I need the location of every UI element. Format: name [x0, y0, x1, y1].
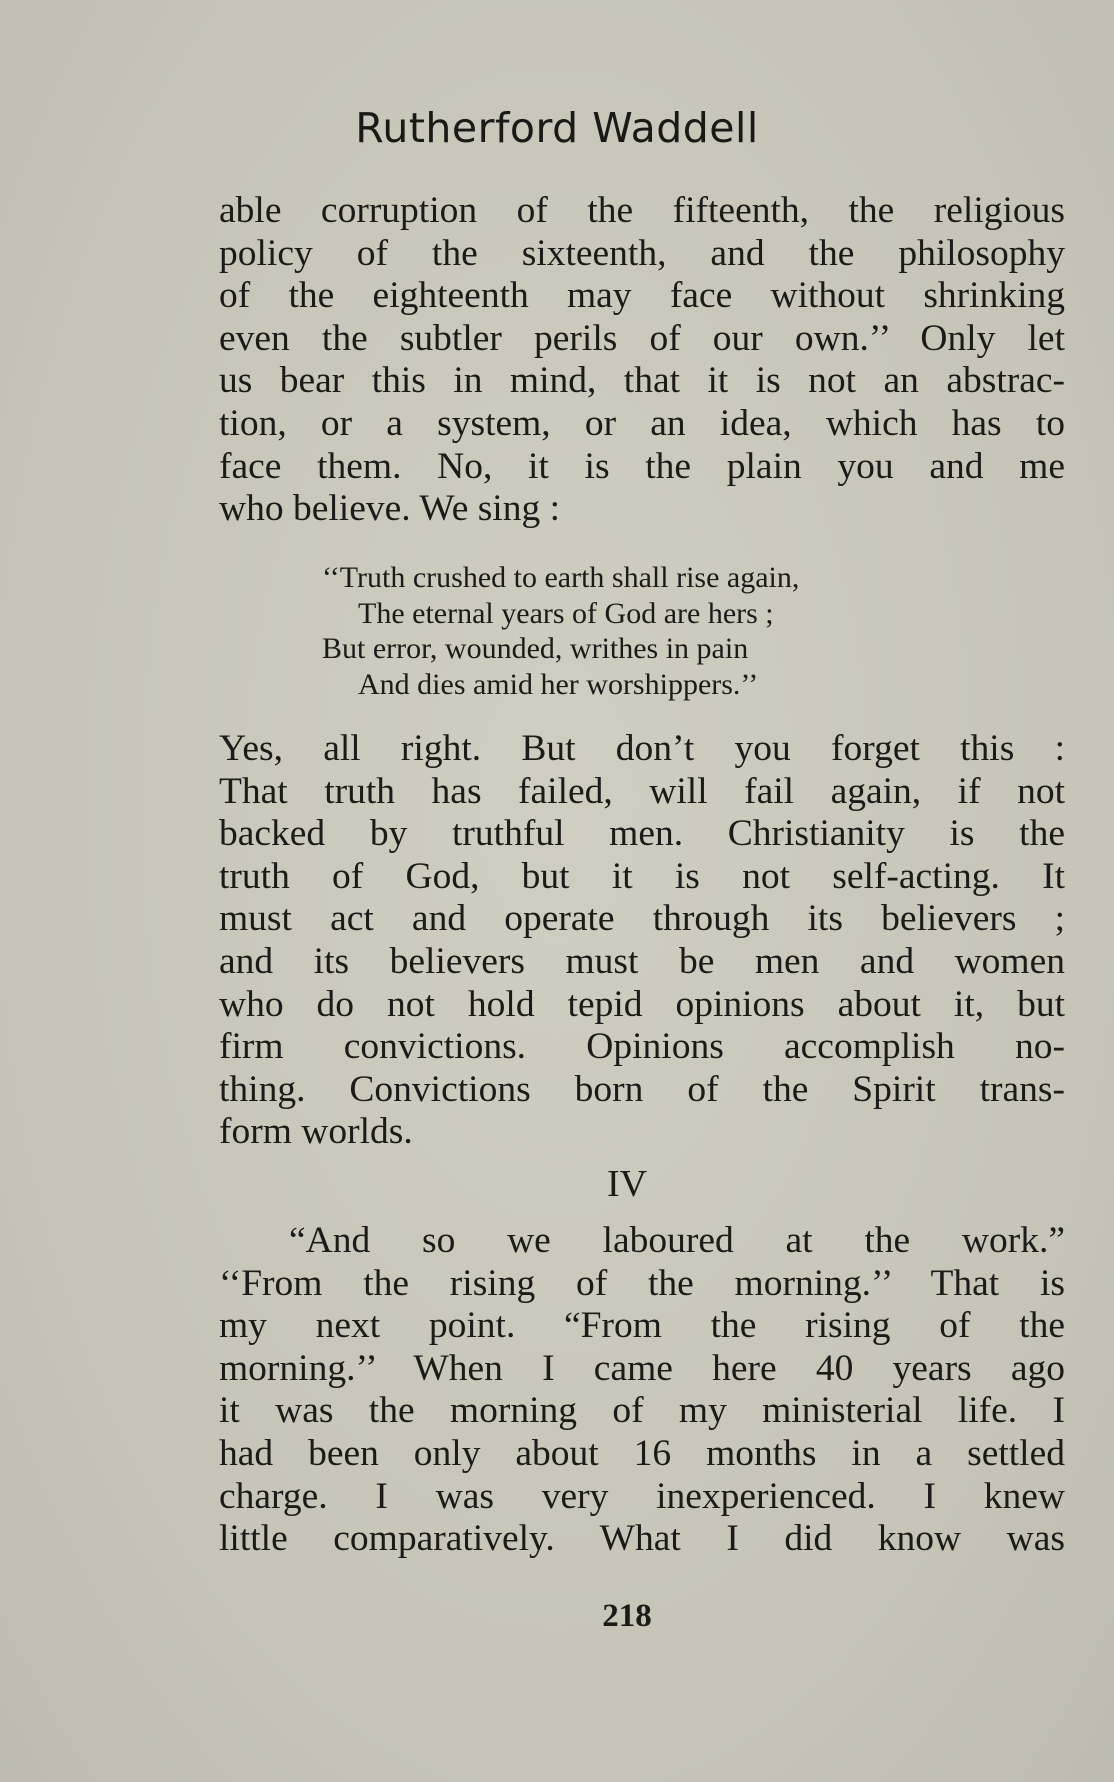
section-number: IV: [606, 1163, 648, 1205]
text-line: must act and operate through its believers ;: [219, 898, 1065, 940]
text-line: charge. I was very inexperienced. I knew: [219, 1475, 1065, 1517]
text-line: face them. No, it is the plain you and me: [219, 445, 1065, 487]
text-line: who do not hold tepid opinions about it, but: [219, 983, 1065, 1025]
text-line: and its believers must be men and women: [219, 940, 1065, 982]
text-line: truth of God, but it is not self-acting. It: [219, 855, 1065, 897]
text-line: backed by truthful men. Christianity is the: [219, 813, 1065, 855]
verse-line: ‘‘Truth crushed to earth shall rise again,: [322, 561, 800, 594]
text-line: tion, or a system, or an idea, which has to: [219, 402, 1065, 444]
text-line: who believe. We sing :: [219, 488, 561, 530]
text-line: “And so we laboured at the work.”: [289, 1220, 1065, 1261]
text-line: That truth has failed, will fail again, if not: [219, 770, 1065, 812]
paragraph-1: [219, 190, 1065, 531]
text-line: my next point. “From the rising of the: [219, 1305, 1065, 1347]
text-line: Yes, all right. But don’t you forget this :: [219, 728, 1065, 769]
verse-line: And dies amid her worshippers.’’: [358, 667, 759, 701]
paragraph-3: [219, 1220, 1065, 1561]
text-line: it was the morning of my ministerial life. I: [219, 1390, 1065, 1432]
text-line: even the subtler perils of our own.’’ Only let: [219, 317, 1065, 359]
text-line: us bear this in mind, that it is not an abstrac-: [219, 360, 1065, 402]
text-line: little comparatively. What I did know was: [219, 1518, 1065, 1560]
text-line: of the eighteenth may face without shrinking: [219, 275, 1065, 317]
text-line: morning.’’ When I came here 40 years ago: [219, 1347, 1065, 1389]
running-head: Rutherford Waddell: [355, 104, 759, 152]
text-line: had been only about 16 months in a settled: [219, 1432, 1065, 1474]
text-line: thing. Convictions born of the Spirit trans-: [219, 1068, 1065, 1110]
text-line: firm convictions. Opinions accomplish no-: [219, 1026, 1065, 1068]
text-line: able corruption of the fifteenth, the religious: [219, 190, 1065, 231]
text-line: ‘‘From the rising of the morning.’’ That is: [219, 1262, 1065, 1304]
verse-quotation: [322, 560, 962, 702]
text-line: policy of the sixteenth, and the philosophy: [219, 232, 1065, 274]
paragraph-2: [219, 728, 1065, 1154]
verse-line: But error, wounded, writhes in pain: [322, 632, 749, 665]
text-line: form worlds.: [219, 1111, 413, 1153]
verse-line: The eternal years of God are hers ;: [358, 596, 774, 630]
page-number: 218: [602, 1598, 652, 1634]
